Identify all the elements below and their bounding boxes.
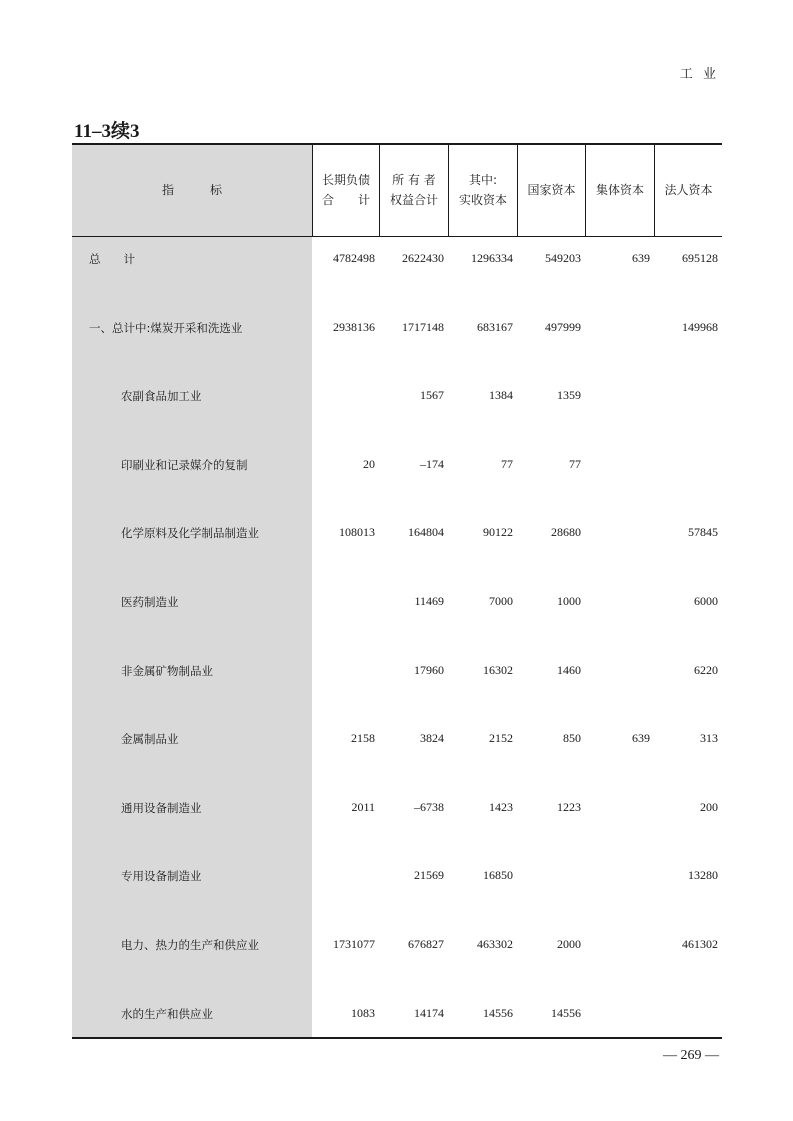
table-row bbox=[72, 937, 722, 957]
row-label: 农副食品加工业 bbox=[121, 389, 202, 404]
cell-value: 1717148 bbox=[402, 319, 444, 334]
cell-value: 14556 bbox=[551, 1005, 581, 1020]
table-row bbox=[72, 731, 722, 751]
column-header-state-capital: 国家资本 bbox=[527, 183, 576, 197]
row-label: 电力、热力的生产和供应业 bbox=[121, 938, 259, 952]
table-row bbox=[72, 1006, 722, 1026]
row-label: 总 计 bbox=[89, 252, 135, 266]
column-header-paid-in-capital: 其中: 实收资本 bbox=[458, 173, 507, 207]
cell-value: 2622430 bbox=[402, 251, 444, 265]
row-label: 专用设备制造业 bbox=[121, 869, 202, 884]
cell-value: 639 bbox=[632, 251, 650, 265]
cell-value: 1384 bbox=[489, 388, 513, 403]
table-row bbox=[72, 663, 722, 683]
cell-value: 21569 bbox=[414, 868, 444, 883]
cell-value: 57845 bbox=[688, 525, 718, 540]
cell-value: 2152 bbox=[489, 731, 513, 746]
cell-value: 639 bbox=[632, 731, 650, 746]
cell-value: 20 bbox=[363, 456, 375, 471]
table-row bbox=[72, 320, 722, 340]
cell-value: 6220 bbox=[694, 662, 718, 677]
cell-value: 313 bbox=[700, 731, 718, 746]
row-label: 水的生产和供应业 bbox=[121, 1006, 213, 1021]
cell-value: 1296334 bbox=[471, 251, 513, 265]
cell-value: –6738 bbox=[414, 799, 444, 814]
column-header-legal-person-capital: 法人资本 bbox=[664, 183, 713, 197]
cell-value: 149968 bbox=[682, 319, 718, 334]
row-label: 非金属矿物制品业 bbox=[121, 663, 213, 678]
column-header-collective-capital: 集体资本 bbox=[595, 183, 644, 197]
cell-value: 6000 bbox=[694, 594, 718, 608]
cell-value: 1731077 bbox=[333, 937, 375, 951]
cell-value: 28680 bbox=[551, 525, 581, 540]
cell-value: 2011 bbox=[351, 799, 375, 814]
cell-value: 14556 bbox=[483, 1005, 513, 1020]
indicator-column-shading bbox=[72, 143, 312, 1039]
table-title: 11–3续3 bbox=[74, 121, 140, 142]
cell-value: 1359 bbox=[557, 388, 581, 403]
cell-value: 77 bbox=[501, 456, 513, 471]
cell-value: 90122 bbox=[483, 525, 513, 540]
cell-value: 164804 bbox=[408, 525, 444, 540]
table-row bbox=[72, 868, 722, 888]
column-header-long-term-liabilities: 长期负债 合 计 bbox=[321, 173, 370, 207]
table-row bbox=[72, 388, 722, 408]
table-row bbox=[72, 457, 722, 477]
table-row bbox=[72, 594, 722, 614]
cell-value: 1423 bbox=[489, 799, 513, 814]
cell-value: –174 bbox=[420, 456, 444, 471]
cell-value: 17960 bbox=[414, 662, 444, 677]
cell-value: 2158 bbox=[351, 731, 375, 746]
cell-value: 14174 bbox=[414, 1005, 444, 1020]
cell-value: 3824 bbox=[420, 731, 444, 746]
column-header-indicator: 指 标 bbox=[161, 183, 222, 197]
table-row bbox=[72, 800, 722, 820]
table-row bbox=[72, 525, 722, 545]
cell-value: 549203 bbox=[545, 251, 581, 265]
row-label: 化学原料及化学制品制造业 bbox=[121, 526, 259, 541]
cell-value: 695128 bbox=[682, 251, 718, 265]
cell-value: 1083 bbox=[351, 1005, 375, 1020]
table-bottom-rule bbox=[72, 1037, 722, 1039]
column-header-owners-equity: 所 有 者 权益合计 bbox=[389, 173, 438, 207]
cell-value: 13280 bbox=[688, 868, 718, 883]
cell-value: 2000 bbox=[557, 937, 581, 951]
cell-value: 108013 bbox=[339, 525, 375, 540]
cell-value: 461302 bbox=[682, 937, 718, 951]
cell-value: 497999 bbox=[545, 319, 581, 334]
row-label: 通用设备制造业 bbox=[121, 800, 202, 815]
cell-value: 16850 bbox=[483, 868, 513, 883]
cell-value: 1223 bbox=[557, 799, 581, 814]
table-row bbox=[72, 251, 722, 271]
cell-value: 676827 bbox=[408, 937, 444, 951]
row-label: 印刷业和记录媒介的复制 bbox=[121, 457, 248, 472]
cell-value: 4782498 bbox=[333, 251, 375, 265]
cell-value: 850 bbox=[563, 731, 581, 746]
row-label: 金属制品业 bbox=[121, 732, 179, 747]
cell-value: 1567 bbox=[420, 388, 444, 403]
cell-value: 1460 bbox=[557, 662, 581, 677]
row-label: 医药制造业 bbox=[121, 595, 179, 609]
cell-value: 16302 bbox=[483, 662, 513, 677]
cell-value: 200 bbox=[700, 799, 718, 814]
cell-value: 77 bbox=[569, 456, 581, 471]
cell-value: 7000 bbox=[489, 594, 513, 608]
cell-value: 11469 bbox=[414, 594, 444, 608]
cell-value: 1000 bbox=[557, 594, 581, 608]
cell-value: 2938136 bbox=[333, 319, 375, 334]
cell-value: 683167 bbox=[477, 319, 513, 334]
cell-value: 463302 bbox=[477, 937, 513, 951]
row-label: 一、总计中:煤炭开采和洗选业 bbox=[89, 320, 243, 335]
section-header: 工 业 bbox=[679, 67, 719, 82]
page-number: — 269 — bbox=[663, 1048, 719, 1063]
statistics-table bbox=[72, 143, 722, 1039]
